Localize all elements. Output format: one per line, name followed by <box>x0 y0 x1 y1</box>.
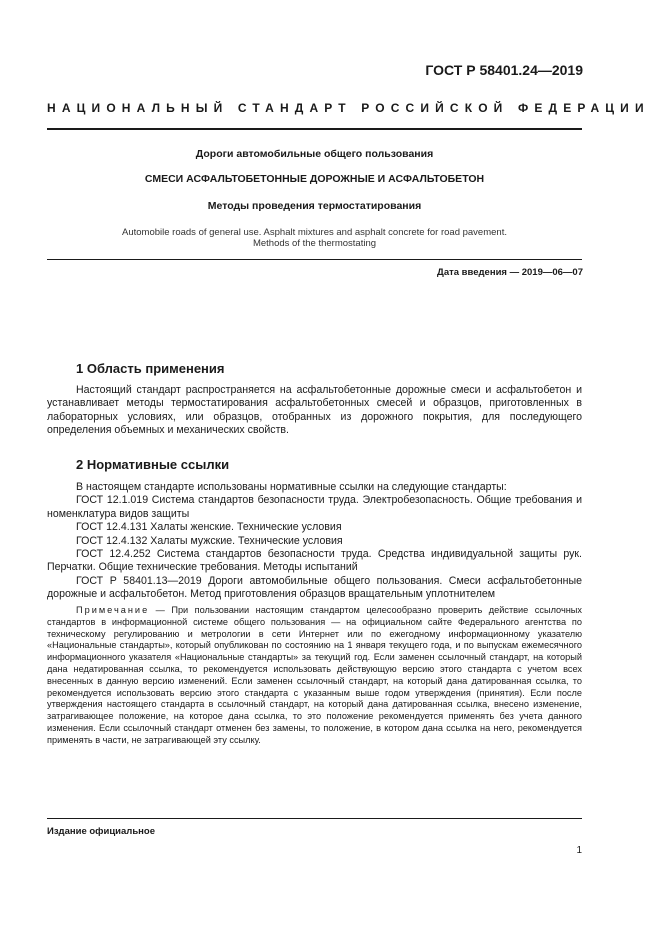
page-number: 1 <box>576 845 582 856</box>
title-line-3: Методы проведения термостатирования <box>207 200 422 212</box>
note-label: Примечание <box>76 605 150 615</box>
reference-item: ГОСТ 12.1.019 Система стандартов безопасности труда. Электробезопасность. Общие требования и номенклатура видов защиты <box>47 494 582 520</box>
paragraph: В настоящем стандарте использованы нормативные ссылки на следующие стандарты: <box>76 481 507 493</box>
reference-item: ГОСТ 12.4.131 Халаты женские. Технические условия <box>76 521 342 534</box>
section-1-body <box>47 384 582 438</box>
reference-item: ГОСТ 12.4.132 Халаты мужские. Технические условия <box>76 534 343 547</box>
reference-item: ГОСТ Р 58401.13—2019 Дороги автомобильные общего пользования. Смеси асфальтобетонные дорожные и асфальтобетон. Метод приготовления образцов вращательным уплотнителем <box>47 574 582 601</box>
footer-divider <box>47 818 582 819</box>
english-title-line-1: Automobile roads of general use. Asphalt mixtures and asphalt concrete for road pavement. <box>122 227 507 238</box>
section-2-body <box>47 481 582 602</box>
section-1-heading: 1 Область применения <box>76 361 225 376</box>
title-divider <box>47 259 582 260</box>
english-title-line-2: Methods of the thermostating <box>252 238 377 249</box>
introduction-date: Дата введения — 2019—06—07 <box>437 267 583 278</box>
edition-label: Издание официальное <box>47 826 155 837</box>
note-paragraph <box>47 605 582 747</box>
reference-item: ГОСТ 12.4.252 Система стандартов безопасности труда. Средства индивидуальной защиты рук. Перчатки. Общие технические требования. Методы испытаний <box>47 548 582 574</box>
note-block <box>47 605 582 747</box>
title-line-2: СМЕСИ АСФАЛЬТОБЕТОННЫЕ ДОРОЖНЫЕ И АСФАЛЬТОБЕТОН <box>144 173 485 185</box>
paragraph: Настоящий стандарт распространяется на асфальтобетонные дорожные смеси и асфальтобетон и устанавливает методы термостатирования асфальтобетонных смесей и образцов, приготовленных в лабораторных условиях, или образцов, отобранных из дорожного покрытия, для последующего определения объемных и механических свойств. <box>47 384 582 437</box>
section-2-heading: 2 Нормативные ссылки <box>76 457 230 472</box>
note-text: — При пользовании настоящим стандартом целесообразно проверить действие ссылочных стандартов в информационной системе общего пользования — на официальном сайте Федерального агентства по техническому регулированию и метрологии в сети Интернет или по ежегодному информационному указателю «Национальные стандарты», который опубликован по состоянию на 1 января текущего года, и по выпускам ежемесячного информационного указателя «Национальные стандарты» за текущий год. Если заменен ссылочный стандарт, на который дана недатированная ссылка, то рекомендуется использовать действующую версию этого стандарта с учетом всех внесенных в данную версию изменений. Если заменен ссылочный стандарт, на который дана датированная ссылка, то рекомендуется использовать версию этого стандарта с указанным выше годом утверждения (принятия). Если после утверждения настоящего стандарта в ссылочный стандарт, на который дана датированная ссылка, внесено изменение, затрагивающее положение, на которое дана ссылка, то это положение рекомендуется применять без учета данного изменения. Если ссылочный стандарт отменен без замены, то положение, в котором дана ссылка на него, рекомендуется применять в части, не затрагивающей эту ссылку. <box>47 605 582 745</box>
title-line-1: Дороги автомобильные общего пользования <box>195 148 434 160</box>
header-divider <box>47 128 582 130</box>
national-standard-title: НАЦИОНАЛЬНЫЙ СТАНДАРТ РОССИЙСКОЙ ФЕДЕРАЦИИ <box>47 101 650 115</box>
document-number: ГОСТ Р 58401.24—2019 <box>425 62 583 78</box>
